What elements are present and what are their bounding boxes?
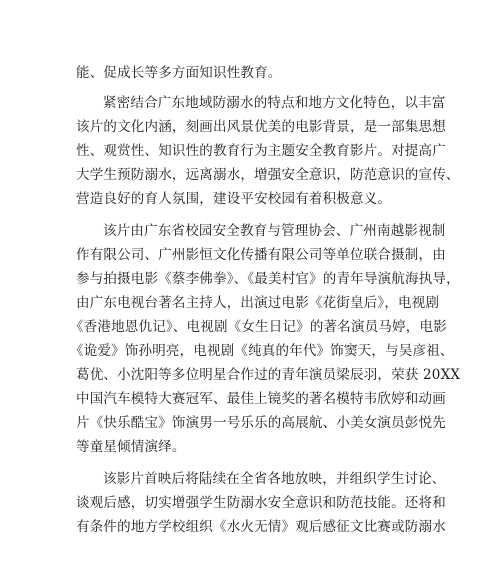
paragraph-2-line-3: 性、观赏性、知识性的教育行为主题安全教育影片。对提高广 bbox=[76, 143, 446, 159]
paragraph-2-line-1: 紧密结合广东地域防溺水的特点和地方文化特色，以丰富 bbox=[103, 95, 446, 111]
paragraph-3-line-5: 《香港地恩仇记》、电视剧《女生日记》的著名演员马婷，电影 bbox=[70, 319, 447, 335]
paragraph-2-line-4: 大学生预防溺水，远离溺水，增强安全意识，防范意识的宣传、 bbox=[76, 167, 460, 183]
paragraph-4-line-1: 该影片首映后将陆续在全省各地放映，并组织学生讨论、 bbox=[103, 471, 446, 487]
paragraph-3-line-3: 参与拍摄电影《蔡李佛拳》、《最美村官》的青年导演航海执导， bbox=[76, 271, 460, 287]
paragraph-4-line-3: 有条件的地方学校组织《水火无情》观后感征文比赛或防溺水 bbox=[76, 519, 446, 535]
paragraph-3-line-8: 中国汽车模特大赛冠军、最佳上镜奖的著名模特韦欣婷和动画 bbox=[76, 391, 446, 407]
paragraph-1-line-1: 能、促成长等多方面知识性教育。 bbox=[76, 65, 282, 81]
paragraph-3-line-9: 片《快乐酷宝》饰演男一号乐乐的高展航、小美女演员彭悦先 bbox=[76, 415, 446, 431]
paragraph-2-line-5: 营造良好的育人氛围，建设平安校园有着积极意义。 bbox=[76, 191, 392, 207]
paragraph-3-line-10: 等童星倾情演绎。 bbox=[76, 439, 186, 455]
paragraph-3-line-6: 《诡爱》饰孙明亮，电视剧《纯真的年代》饰窦天，与吴彦祖、 bbox=[70, 343, 454, 359]
paragraph-3-line-2: 作有限公司、广州影恒文化传播有限公司等单位联合摄制，由 bbox=[76, 247, 446, 263]
paragraph-3-line-1: 该片由广东省校园安全教育与管理协会、广州南越影视制 bbox=[103, 223, 446, 239]
paragraph-4-line-2: 谈观后感，切实增强学生防溺水安全意识和防范技能。还将和 bbox=[76, 495, 446, 511]
paragraph-2-line-2: 该片的文化内涵，刻画出风景优美的电影背景，是一部集思想 bbox=[76, 119, 446, 135]
paragraph-3-line-7: 葛优、小沈阳等多位明星合作过的青年演员梁辰羽，荣获 20XX bbox=[76, 367, 461, 383]
paragraph-3-line-4: 由广东电视台著名主持人，出演过电影《花街皇后》，电视剧 bbox=[76, 295, 440, 311]
